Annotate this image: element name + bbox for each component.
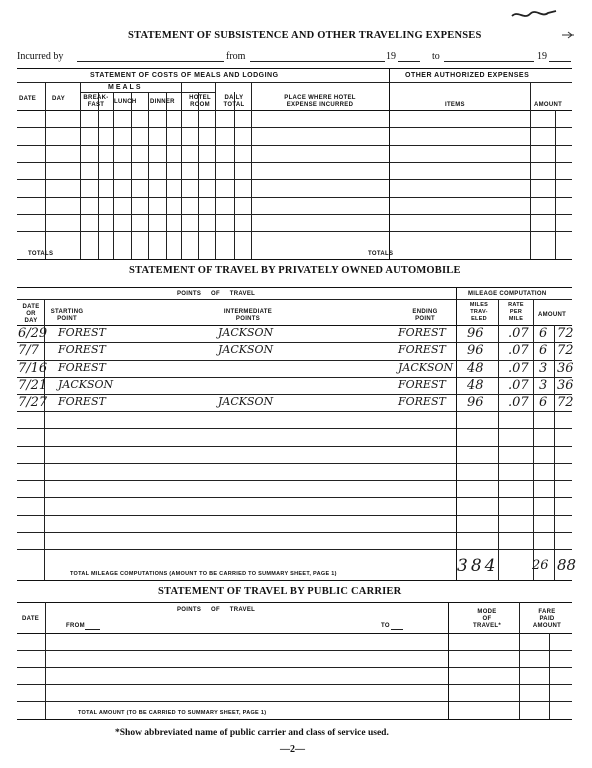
auto-row-ending: FOREST [398,378,446,391]
corner-mark [560,30,576,40]
auto-row-intermediate: JACKSON [218,395,274,408]
from-label: from [226,51,246,62]
carrier-col-mode: MODE OF TRAVEL* [473,609,501,629]
from-year-field[interactable] [398,61,420,62]
page-number: —2— [280,744,305,755]
auto-row-amount-dollars: 3 [539,361,548,376]
total-amount-cents: 88 [557,556,577,574]
auto-row-date: 7/16 [18,361,48,376]
to-date-field[interactable] [444,61,534,62]
auto-row-amount-cents: 72 [557,326,574,341]
col-hotel-room: HOTEL ROOM [189,95,211,108]
auto-row-ending: FOREST [398,395,446,408]
auto-row-date: 7/21 [18,378,48,393]
col-day: DAY [52,96,66,102]
auto-row-amount-cents: 36 [557,361,574,376]
auto-col-date: DATE OR DAY [22,304,40,324]
col-items: ITEMS [445,102,465,108]
form-title: STATEMENT OF SUBSISTENCE AND OTHER TRAVELING EXPENSES [128,30,482,41]
auto-row-starting: FOREST [58,361,106,374]
carrier-total-label: TOTAL AMOUNT (TO BE CARRIED TO SUMMARY SHEET, PAGE 1) [78,710,267,716]
mileage-computation-heading: MILEAGE COMPUTATION [468,291,547,297]
totals-right: TOTALS [368,251,394,257]
col-lunch: LUNCH [114,99,137,105]
from-date-field[interactable] [250,61,385,62]
auto-row-miles: 96 [467,395,484,410]
col-daily-total: DAILY TOTAL [223,95,245,108]
scribble-mark [510,8,558,22]
carrier-from-label: FROM [66,623,85,629]
auto-row-starting: FOREST [58,343,106,356]
auto-row-intermediate: JACKSON [218,343,274,356]
carrier-section-title: STATEMENT OF TRAVEL BY PUBLIC CARRIER [158,586,402,597]
col-dinner: DINNER [150,99,175,105]
to-year-field[interactable] [549,61,571,62]
auto-row-rate: .07 [508,395,529,410]
auto-row-amount-dollars: 6 [539,343,548,358]
auto-row-rate: .07 [508,361,529,376]
auto-row-amount-dollars: 3 [539,378,548,393]
meals-heading: STATEMENT OF COSTS OF MEALS AND LODGING [90,72,279,79]
auto-row-starting: FOREST [58,395,106,408]
carrier-to-label: TO [381,623,390,629]
auto-row-intermediate: JACKSON [218,326,274,339]
col-amount: AMOUNT [534,102,563,108]
auto-col-starting: STARTING POINT [50,309,84,322]
carrier-col-date: DATE [22,616,40,622]
carrier-points-of-travel: POINTS OF TRAVEL [177,607,256,613]
auto-row-date: 6/29 [18,326,48,341]
total-miles-value: 384 [457,556,499,576]
auto-row-date: 7/7 [18,343,39,358]
auto-col-miles: MILES TRAV-ELED [469,302,489,322]
auto-col-ending: ENDING POINT [412,309,438,322]
footnote: *Show abbreviated name of public carrier and class of service used. [115,728,389,738]
auto-row-rate: .07 [508,378,529,393]
auto-row-amount-cents: 72 [557,343,574,358]
auto-row-miles: 96 [467,326,484,341]
auto-row-miles: 96 [467,343,484,358]
auto-row-amount-dollars: 6 [539,326,548,341]
auto-row-amount-cents: 72 [557,395,574,410]
auto-row-amount-dollars: 6 [539,395,548,410]
auto-row-starting: JACKSON [58,378,114,391]
auto-row-rate: .07 [508,343,529,358]
auto-row-miles: 48 [467,361,484,376]
auto-row-ending: JACKSON [398,361,454,374]
col-breakfast: BREAK-FAST [83,95,109,108]
col-date: DATE [19,96,37,102]
col-place: PLACE WHERE HOTEL EXPENSE INCURRED [284,95,356,108]
other-expenses-heading: OTHER AUTHORIZED EXPENSES [405,72,530,79]
auto-row-rate: .07 [508,326,529,341]
total-amount-dollars: 26 [532,558,549,573]
auto-row-miles: 48 [467,378,484,393]
auto-row-date: 7/27 [18,395,48,410]
meals-label: MEALS [108,84,143,91]
auto-col-amount: AMOUNT [538,312,567,318]
auto-row-starting: FOREST [58,326,106,339]
auto-col-intermediate: INTERMEDIATE POINTS [223,309,273,322]
auto-section-title: STATEMENT OF TRAVEL BY PRIVATELY OWNED AUTOMOBILE [129,265,461,276]
to-label: to [432,51,440,62]
incurred-by-label: Incurred by [17,51,64,62]
total-mileage-label: TOTAL MILEAGE COMPUTATIONS (AMOUNT TO BE CARRIED TO SUMMARY SHEET, PAGE 1) [70,571,337,577]
auto-row-ending: FOREST [398,326,446,339]
from-year-label: 19 [386,51,396,62]
to-year-label: 19 [537,51,547,62]
auto-row-amount-cents: 36 [557,378,574,393]
carrier-col-fare: FARE PAID AMOUNT [532,609,562,629]
auto-points-of-travel: POINTS OF TRAVEL [177,291,256,297]
auto-row-ending: FOREST [398,343,446,356]
incurred-by-field[interactable] [77,61,224,62]
totals-left: TOTALS [28,251,54,257]
auto-col-rate: RATE PER MILE [508,302,524,322]
